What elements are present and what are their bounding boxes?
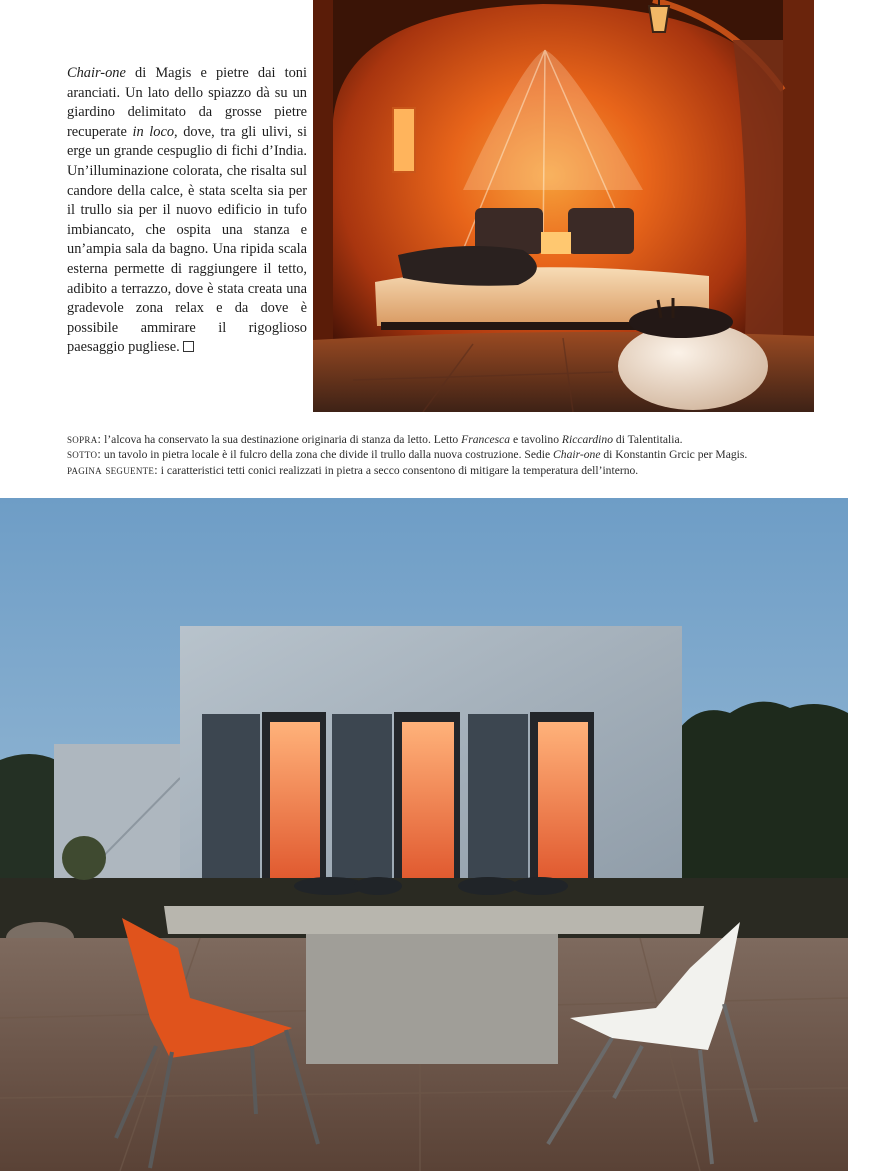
caption-text: di Konstantin Grcic per Magis. — [600, 448, 748, 462]
caption-italic: Francesca — [461, 433, 511, 446]
caption-label: sotto: — [67, 447, 102, 462]
caption-text: i caratteristici tetti conici realizzati in pietra a secco consentono di mitigare la temperatura dell’interno. — [157, 463, 639, 477]
end-of-article-mark — [183, 341, 194, 352]
caption-italic: Riccardino — [561, 433, 613, 446]
caption-text: e tavolino — [510, 433, 562, 446]
article-text-part: di Magis e pietre dai toni aranciati. Un lato dello spiazzo dà su un giardino delimitato da grosse pietre recuperate — [67, 65, 307, 140]
photo-captions — [67, 432, 827, 478]
article-italic-chair-one: Chair-one — [67, 65, 126, 81]
terrace-stone-table-photo — [0, 498, 848, 1171]
caption-sopra — [67, 432, 827, 447]
article-text — [67, 64, 307, 358]
caption-text: l’alcova ha conservato la sua destinazione originaria di stanza da letto. Letto — [101, 433, 462, 446]
caption-italic: Chair-one — [553, 448, 601, 462]
article-text-part: , dove, tra gli ulivi, si erge un grande cespuglio di fichi d’India. Un’illuminazione colorata, che risalta sul candore della calce, è stata scelta sia per il trullo sia per il nuovo edificio in tufo imbiancato, che ospita una stanza e un’ampia sala da bagno. Una ripida scala esterna permette di raggiungere il tetto, adibito a terrazzo, dove è stata creata una gradevole zona relax e da dove è possibile ammirare il rigoglioso paesaggio pugliese. — [67, 123, 307, 356]
caption-text: un tavolo in pietra locale è il fulcro della zona che divide il trullo dalla nuova costruzione. Sedie — [101, 448, 554, 462]
caption-sotto — [67, 447, 827, 462]
article-italic-in-loco: in loco — [132, 123, 175, 140]
caption-pagina-seguente — [67, 463, 827, 478]
caption-label: sopra: — [67, 432, 102, 446]
caption-text: di Talentitalia. — [613, 433, 683, 446]
bedroom-alcove-photo — [313, 0, 814, 412]
caption-label: pagina seguente: — [67, 462, 158, 477]
